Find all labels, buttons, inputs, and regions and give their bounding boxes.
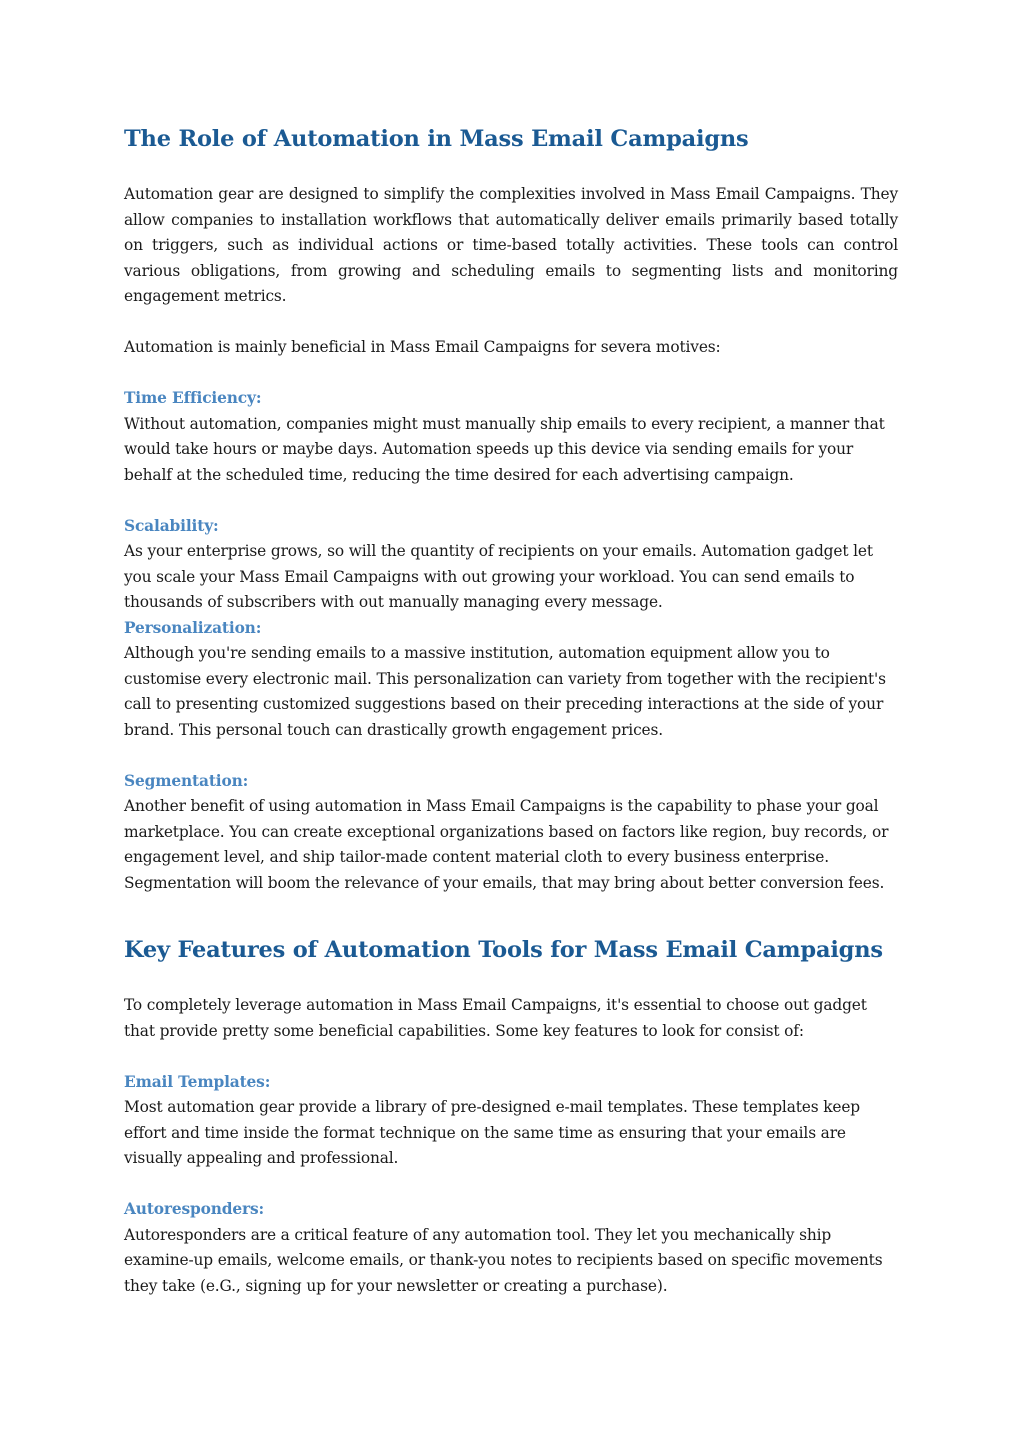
paragraph-email-templates: Most automation gear provide a library of pre-designed e-mail templates. These templates keep effort and time inside the format technique on the same time as ensuring that your emails are visually appealing and professional. bbox=[124, 1098, 861, 1167]
paragraph-personalization: Although you're sending emails to a massive institution, automation equipment allow you to customise every electronic mail. This personalization can variety from together with the recipient's call to presenting customized suggestions based on their preceding interactions at the side of your brand. This personal touch can drastically growth engagement prices. bbox=[124, 644, 886, 739]
paragraph-segmentation: Another benefit of using automation in Mass Email Campaigns is the capability to phase your goal marketplace. You can create exceptional organizations based on factors like region, buy records, or engagement level, and ship tailor-made content material cloth to every business enterprise. Segmentation will boom the relevance of your emails, that may bring about better conversion fees. bbox=[124, 797, 889, 892]
subheading-autoresponders: Autoresponders: bbox=[124, 1200, 265, 1218]
document-content bbox=[124, 122, 898, 1299]
subheading-email-templates: Email Templates: bbox=[124, 1072, 271, 1091]
subheading-personalization: Personalization: bbox=[124, 618, 262, 637]
intro-paragraph: Automation gear are designed to simplify the complexities involved in Mass Email Campaigns. They allow companies to installation workflows that automatically deliver emails primarily based totally on triggers, such as individual actions or time-based totally activities. These tools can control various obligations, from growing and scheduling emails to segmenting lists and monitoring engagement metrics. bbox=[124, 185, 898, 305]
lead-paragraph: Automation is mainly beneficial in Mass Email Campaigns for severa motives: bbox=[124, 338, 721, 356]
paragraph-scalability: As your enterprise grows, so will the quantity of recipients on your emails. Automation gadget let you scale your Mass Email Campaigns with out growing your workload. You can send emails to thousands of subscribers with out manually managing every message. bbox=[124, 542, 873, 611]
paragraph-autoresponders: Autoresponders are a critical feature of any automation tool. They let you mechanically ship examine-up emails, welcome emails, or thank-you notes to recipients based on specific movements they take (e.G., signing up for your newsletter or creating a purchase). bbox=[124, 1225, 883, 1295]
paragraph-time-efficiency: Without automation, companies might must manually ship emails to every recipient, a manner that would take hours or maybe days. Automation speeds up this device via sending emails for your behalf at the scheduled time, reducing the time desired for each advertising campaign. bbox=[124, 414, 885, 484]
features-intro-paragraph: To completely leverage automation in Mass Email Campaigns, it's essential to choose out gadget that provide pretty some beneficial capabilities. Some key features to look for consist of: bbox=[124, 996, 867, 1040]
subheading-time-efficiency: Time Efficiency: bbox=[124, 389, 262, 407]
subheading-scalability: Scalability: bbox=[124, 516, 219, 535]
subheading-segmentation: Segmentation: bbox=[124, 771, 249, 790]
section-title-key-features: Key Features of Automation Tools for Mass Email Campaigns bbox=[124, 937, 883, 963]
section-title-automation-role: The Role of Automation in Mass Email Campaigns bbox=[124, 126, 749, 152]
